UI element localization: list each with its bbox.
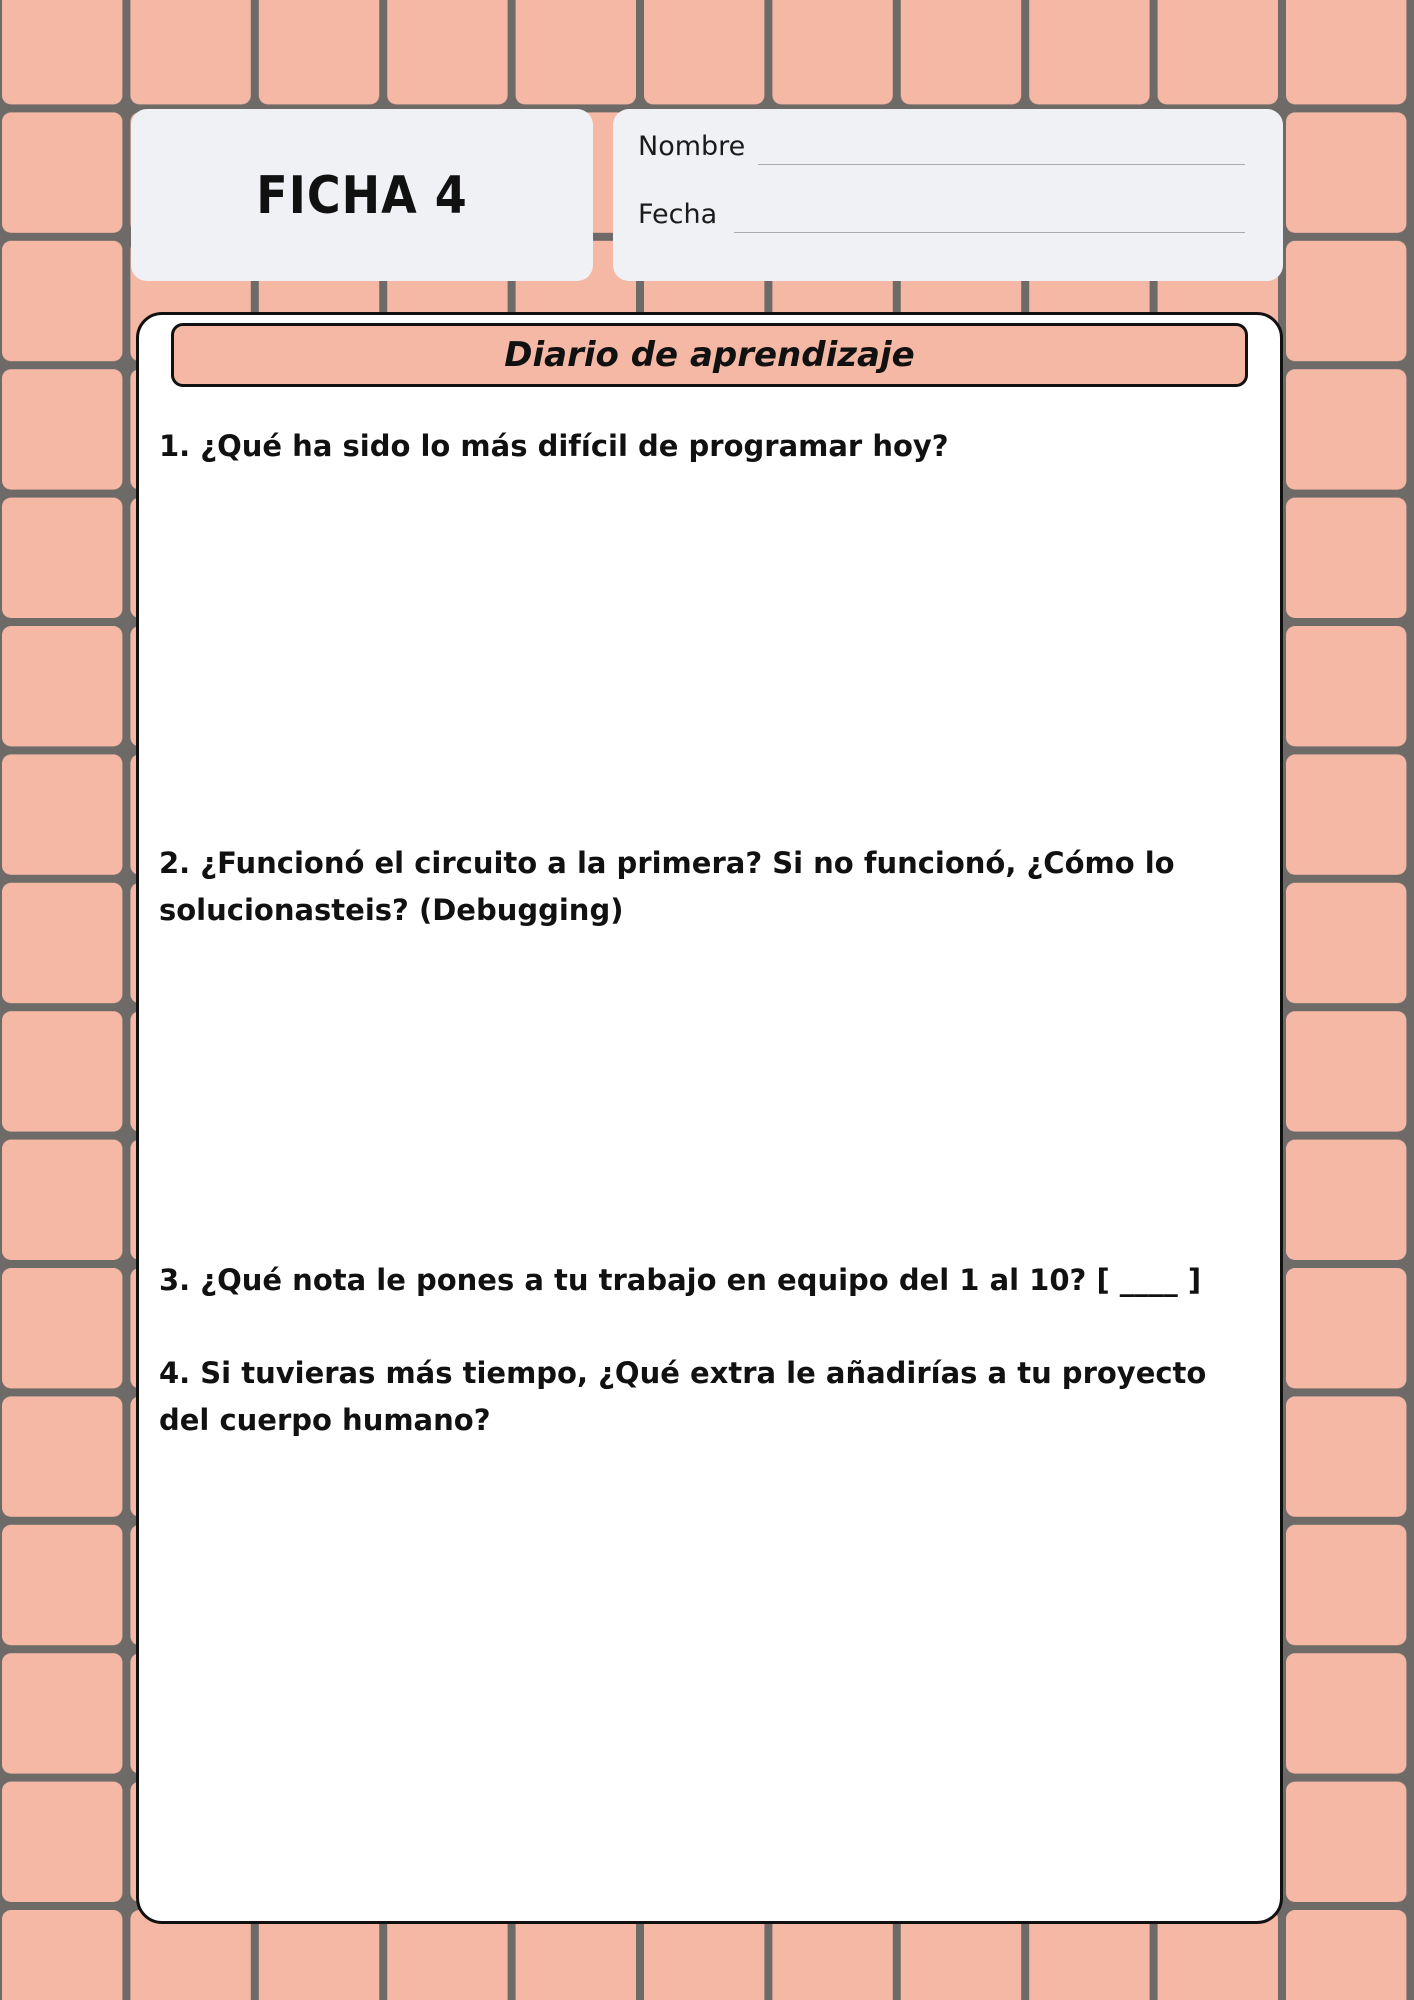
question-1: 1. ¿Qué ha sido lo más difícil de programar hoy? (159, 429, 949, 463)
student-info-card (613, 109, 1283, 281)
name-label: Nombre (638, 131, 746, 162)
title-card (131, 109, 593, 281)
learning-diary-sheet (136, 312, 1283, 1924)
diary-banner (171, 323, 1248, 387)
date-input-line[interactable] (734, 232, 1245, 233)
diary-title: Diario de aprendizaje (504, 335, 915, 375)
name-input-line[interactable] (758, 164, 1245, 165)
date-label: Fecha (638, 199, 718, 230)
name-field[interactable] (638, 125, 1245, 165)
question-2: 2. ¿Funcionó el circuito a la primera? Si no funcionó, ¿Cómo lo solucionasteis? (Debugging) (159, 846, 1175, 927)
question-3: 3. ¿Qué nota le pones a tu trabajo en equipo del 1 al 10? [ ____ ] (159, 1263, 1202, 1297)
date-field[interactable] (638, 193, 1245, 233)
question-4: 4. Si tuvieras más tiempo, ¿Qué extra le añadirías a tu proyecto del cuerpo humano? (159, 1356, 1207, 1437)
worksheet-title: FICHA 4 (256, 164, 468, 226)
